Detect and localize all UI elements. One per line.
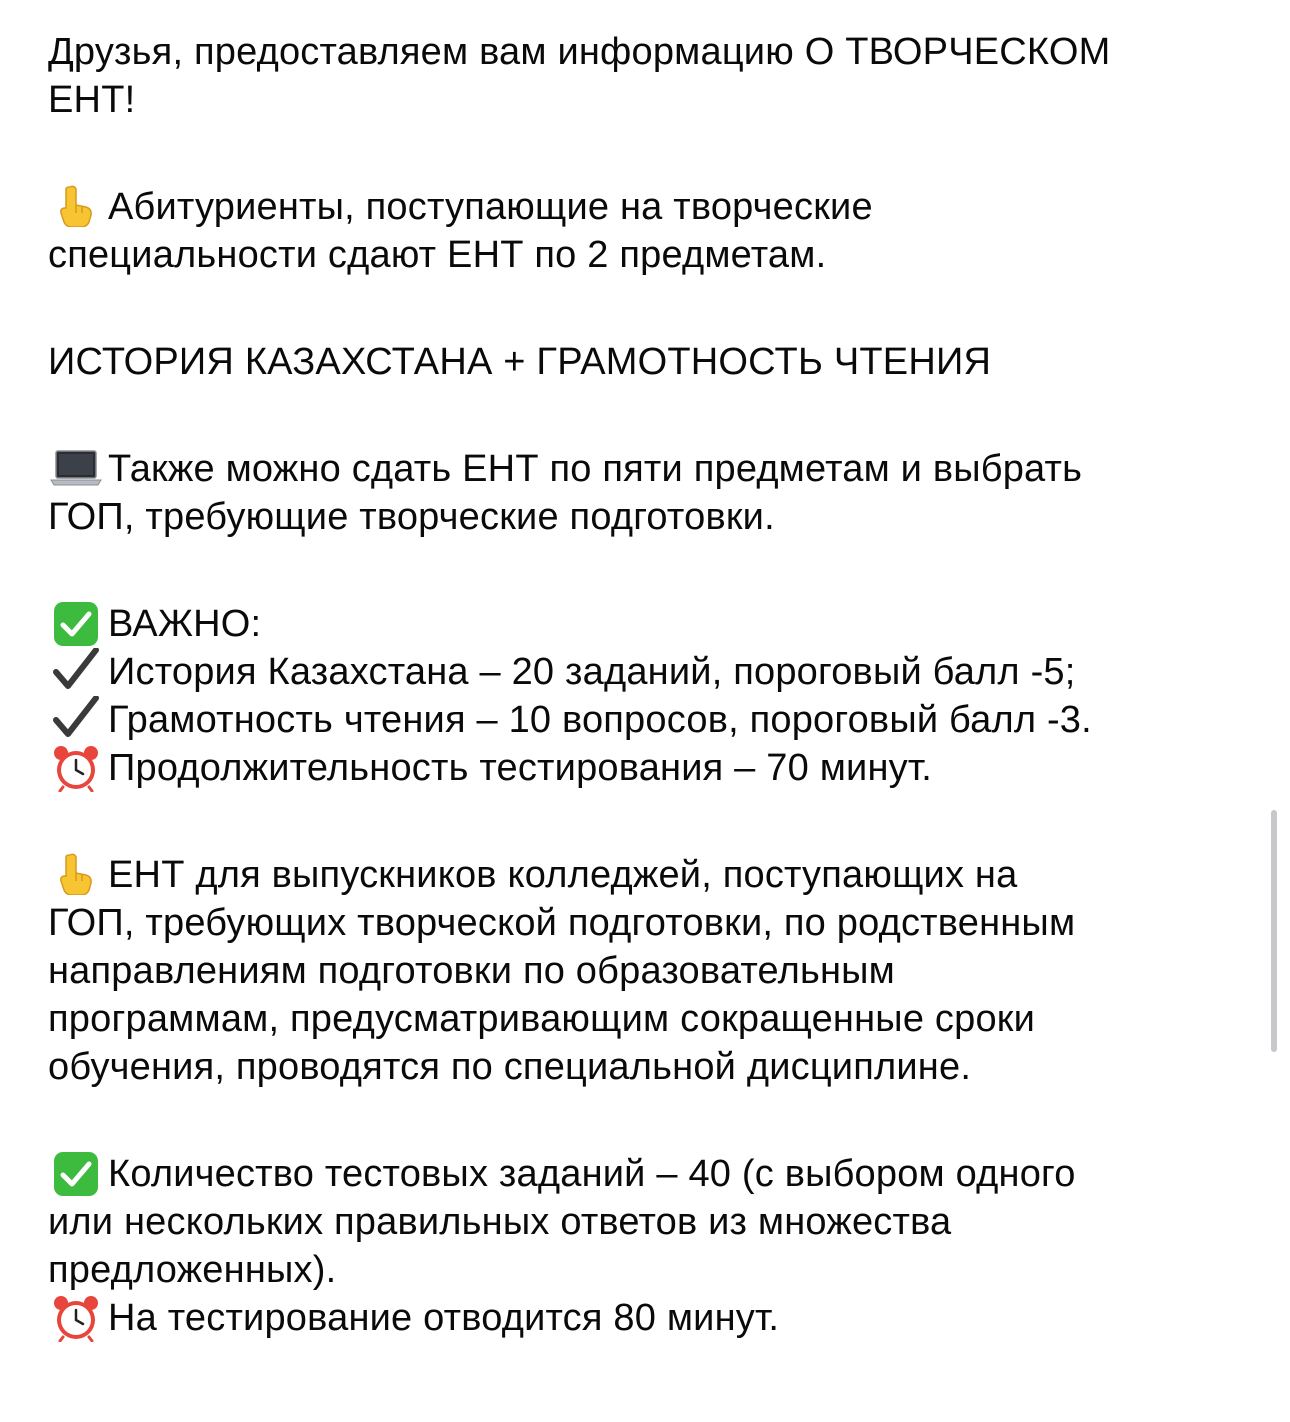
- intro-line: Друзья, предоставляем вам информацию О ТВОРЧЕСКОМ: [48, 31, 1111, 73]
- check-mark-icon: [48, 696, 104, 740]
- subjects-heading: ИСТОРИЯ КАЗАХСТАНА + ГРАМОТНОСТЬ ЧТЕНИЯ: [48, 341, 992, 383]
- check-mark-icon: [48, 648, 104, 692]
- pointing-up-icon: [48, 851, 104, 895]
- alarm-clock-icon: [48, 1294, 104, 1338]
- paragraph-text: Также можно сдать ЕНТ по пяти предметам и выбрать: [108, 448, 1083, 490]
- important-block: [48, 600, 1248, 792]
- duration-text: Продолжительность тестирования – 70 минут.: [108, 747, 932, 789]
- college-graduates-paragraph: [48, 851, 1248, 1091]
- message-text: [48, 28, 1248, 1342]
- intro-line: ЕНТ!: [48, 79, 136, 121]
- vertical-scrollbar[interactable]: [1271, 810, 1277, 1052]
- alarm-clock-icon: [48, 744, 104, 788]
- paragraph-text: предложенных).: [48, 1249, 337, 1291]
- intro-paragraph: [48, 28, 1248, 124]
- duration-text: На тестирование отводится 80 минут.: [108, 1297, 780, 1339]
- paragraph-text: Абитуриенты, поступающие на творческие: [108, 186, 873, 228]
- paragraph-text: обучения, проводятся по специальной дисциплине.: [48, 1046, 972, 1088]
- check-item-history: История Казахстана – 20 заданий, пороговый балл -5;: [108, 651, 1076, 693]
- five-subjects-paragraph: [48, 445, 1248, 541]
- paragraph-text: специальности сдают ЕНТ по 2 предметам.: [48, 234, 827, 276]
- paragraph-text: ГОП, требующих творческой подготовки, по родственным: [48, 902, 1076, 944]
- paragraph-text: ЕНТ для выпускников колледжей, поступающих на: [108, 854, 1018, 896]
- laptop-icon: [48, 445, 104, 489]
- check-box-icon: [48, 600, 104, 644]
- paragraph-text: направлениям подготовки по образовательным: [48, 950, 895, 992]
- pointing-up-icon: [48, 183, 104, 227]
- paragraph-text: программам, предусматривающим сокращенные сроки: [48, 998, 1036, 1040]
- paragraph-text: или нескольких правильных ответов из множества: [48, 1201, 952, 1243]
- check-box-icon: [48, 1150, 104, 1194]
- paragraph-text: Количество тестовых заданий – 40 (с выбором одного: [108, 1153, 1076, 1195]
- check-item-reading: Грамотность чтения – 10 вопросов, пороговый балл -3.: [108, 699, 1092, 741]
- creative-subjects-paragraph: [48, 183, 1248, 279]
- test-tasks-paragraph: [48, 1150, 1248, 1342]
- paragraph-text: ГОП, требующие творческие подготовки.: [48, 496, 775, 538]
- important-label: ВАЖНО:: [108, 603, 262, 645]
